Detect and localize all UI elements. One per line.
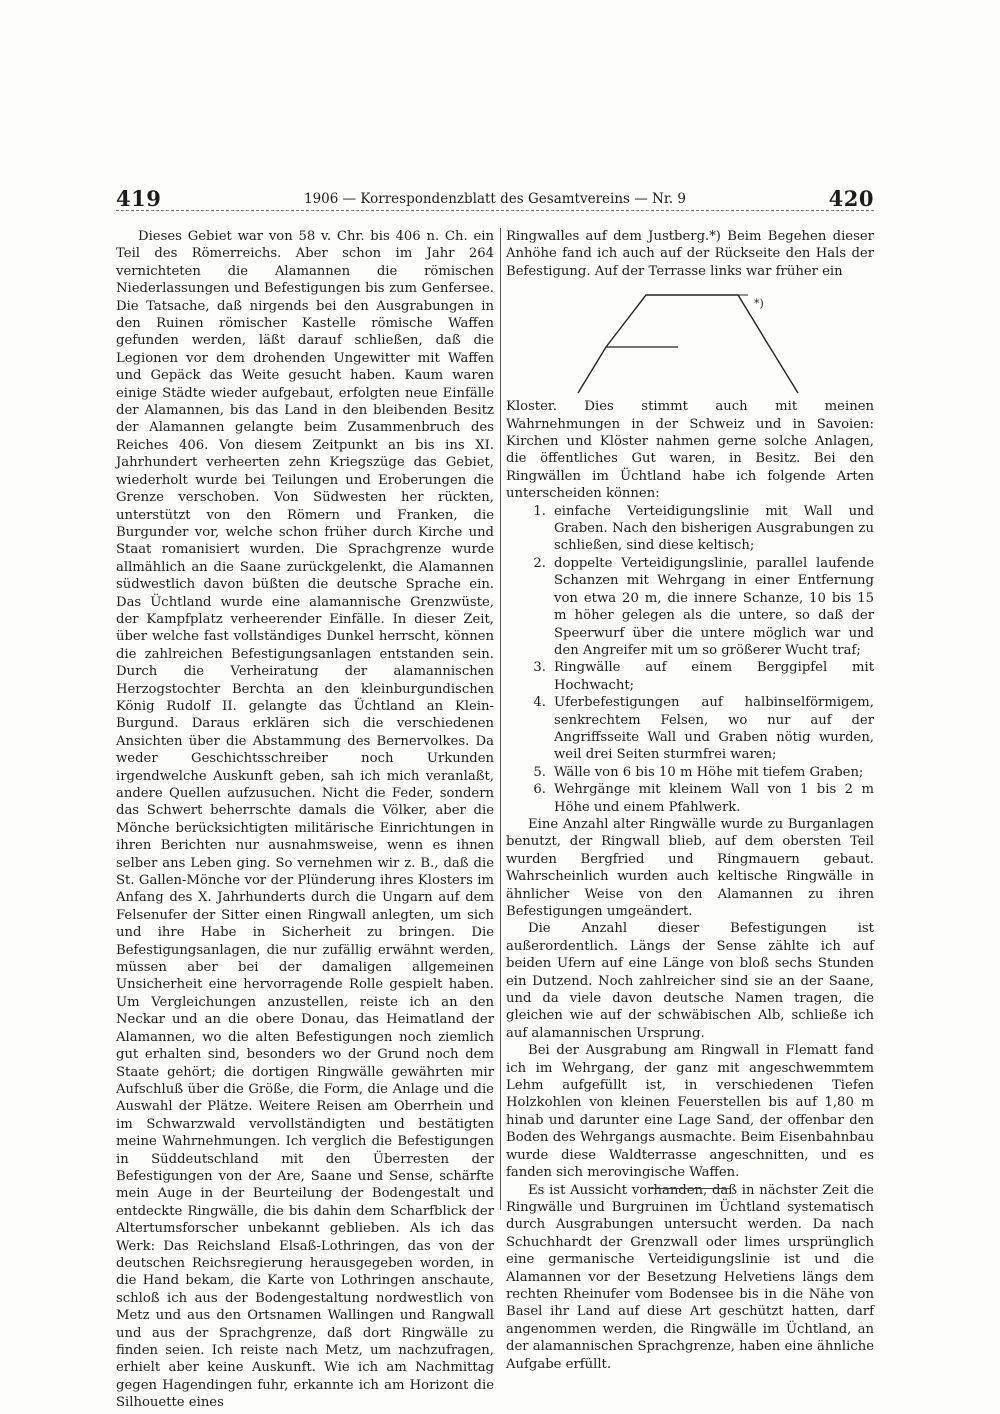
list-item: 2. doppelte Verteidigungslinie, parallel laufende Schanzen mit Wehrgang in einer Entfernung von etwa 20 m, die innere Schanze, 10 bis 15 m höher gelegen als die untere, so daß der Speerwurf über die untere möglich war und den Angreifer mit um so größerer Wucht traf; [533, 555, 874, 658]
right-paragraph: Eine Anzahl alter Ringwälle wurde zu Burganlagen benutzt, der Ringwall blieb, auf dem obersten Teil wurden Bergfried und Ringmauern gebaut. Wahrscheinlich wurden auch keltische Ringwälle in ähnlicher Weise von den Alamannen zu ihren Befestigungen umgeändert. [506, 816, 874, 919]
left-column [116, 228, 494, 1412]
list-item: 4. Uferbefestigungen auf halbinselförmigem, senkrechtem Felsen, wo nur auf der Angriffsseite Wall und Graben nötig wurden, weil drei Seiten sturmfrei waren; [533, 695, 874, 763]
column-divider [500, 228, 501, 1210]
right-paragraph-intro: Ringwalles auf dem Justberg.*) Beim Begehen dieser Anhöhe fand ich auch auf der Rückseite den Hals der Befestigung. Auf der Terrasse links war früher ein [506, 229, 874, 279]
right-column [506, 228, 874, 1373]
right-paragraph-continued: Kloster. Dies stimmt auch mit meinen Wahrnehmungen in der Schweiz und in Savoien: Kirchen und Klöster nahmen gerne solche Anlagen, die öffentliches Gut waren, in Besitz. Bei den Ringwällen im Üchtland habe ich folgende Arten unterscheiden können: [506, 399, 874, 502]
right-paragraph: Es ist Aussicht vorhanden, daß in nächster Zeit die Ringwälle und Burgruinen im Üchtland systematisch durch Ausgrabungen untersucht werden. Da nach Schuchhardt der Grenzwall oder limes ursprünglich eine germanische Verteidigungslinie ist und die Alamannen vor der Besetzung Helvetiens längs dem rechten Rheinufer vom Bodensee bis in die Nähe von Basel ihr Land auf diese Art geschützt hatten, darf angenommen werden, die Ringwälle im Üchtland, an der alamannischen Sprachgrenze, haben eine ähnliche Aufgabe erfüllt. [506, 1182, 874, 1372]
rampart-cross-section-figure [506, 283, 874, 397]
right-paragraph: Bei der Ausgrabung am Ringwall in Flematt fand ich im Wehrgang, der ganz mit angeschwemmtem Lehm aufgefüllt ist, in verschiedenen Tiefen Holzkohlen von kleinen Feuerstellen bis auf 1,80 m hinab und darunter eine Lage Sand, der offenbar den Boden des Wehrgangs ausmachte. Beim Eisenbahnbau wurde diese Waldterrasse angeschnitten, und es fanden sich merovingische Waffen. [506, 1043, 874, 1181]
list-item: 1. einfache Verteidigungslinie mit Wall und Graben. Nach den bisherigen Ausgrabungen zu schließen, sind diese keltisch; [533, 503, 874, 554]
page-number-right: 420 [828, 186, 874, 211]
rampart-profile-drawing [566, 283, 826, 395]
list-item: 5. Wälle von 6 bis 10 m Höhe mit tiefem Graben; [533, 764, 864, 780]
page-number-left: 419 [116, 186, 162, 211]
figure-footnote-mark: *) [754, 297, 764, 311]
list-item: 6. Wehrgänge mit kleinem Wall von 1 bis 2 m Höhe und einem Pfahlwerk. [533, 782, 874, 815]
right-paragraph: Die Anzahl dieser Befestigungen ist außerordentlich. Längs der Sense zählte ich auf beiden Ufern auf eine Länge von bloß sechs Stunden ein Dutzend. Noch zahlreicher sind sie an der Saane, und da viele davon deutsche Namen tragen, die gleichen wie auf der schwäbischen Alb, schließe ich auf alamannischen Ursprung. [506, 921, 874, 1041]
list-item: 3. Ringwälle auf einem Berggipfel mit Hochwacht; [533, 660, 874, 693]
header-rule [116, 210, 874, 211]
left-paragraph: Dieses Gebiet war von 58 v. Chr. bis 406 n. Ch. ein Teil des Römerreichs. Aber schon im Jahr 264 vernichteten die Alamannen die römischen Niederlassungen und Befestigungen bis zum Genfersee. Die Tatsache, daß nirgends bei den Ausgrabungen in den Ruinen römischer Kastelle römische Waffen gefunden werden, läßt darauf schließen, daß die Legionen vor dem drohenden Ungewitter mit Waffen und Gepäck das Weite gesucht haben. Kaum waren einige Städte wieder aufgebaut, erfolgten neue Einfälle der Alamannen, bis das Land in den bleibenden Besitz der Alamannen gelangte beim Zusammenbruch des Reiches 406. Von diesem Zeitpunkt an bis ins XI. Jahrhundert verheerten zehn Kriegszüge das Gebiet, wiederholt wurde bei Teilungen und Eroberungen die Grenze verschoben. Von Südwesten her rückten, unterstützt von den Römern und Franken, die Burgunder vor, welche schon früher durch Kirche und Staat romanisiert wurden. Die Sprachgrenze wurde allmählich an die Saane zurückgelenkt, die Alamannen südwestlich davon büßten die deutsche Sprache ein. Das Üchtland wurde eine alamannische Grenzwüste, der Kampfplatz verheerender Einfälle. In dieser Zeit, über welche fast vollständiges Dunkel herrscht, können die zahlreichen Befestigungsanlagen entstanden sein. Durch die Verheiratung der alamannischen Herzogstochter Berchta an den kleinburgundischen König Rudolf II. gelangte das Üchtland an Klein-Burgund. Daraus erklären sich die verschiedenen Ansichten über die Abstammung des Bernervolkes. Da weder Geschichtsschreiber noch Urkunden irgendwelche Auskunft geben, sah ich mich veranlaßt, andere Quellen aufzusuchen. Nicht die Feder, sondern das Schwert beherrschte damals die Völker, aber die Mönche berücksichtigten militärische Einrichtungen in ihren Berichten nur ausnahmsweise, wenn es ihnen selber ans Leben ging. So vernehmen wir z. B., daß die St. Gallen-Mönche vor der Plünderung ihres Klosters im Anfang des X. Jahrhunderts durch die Ungarn auf dem Felsenufer der Sitter einen Ringwall anlegten, um sich und ihre Habe in Sicherheit zu bringen. Die Befestigungsanlagen, die nur zufällig erwähnt werden, müssen aber bei der damaligen allgemeinen Unsicherheit eine hervorragende Rolle gespielt haben. Um Vergleichungen anzustellen, reiste ich an den Neckar und an die obere Donau, das Heimatland der Alamannen, wo die alten Befestigungen noch ziemlich gut erhalten sind, besonders wo der Grund noch dem Staate gehört; die dortigen Ringwälle gewährten mir Aufschluß über die Größe, die Form, die Anlage und die Auswahl der Plätze. Weitere Reisen am Oberrhein und im Schwarzwald vervollständigten und bestätigten meine Wahrnehmungen. Ich verglich die Befestigungen in Süddeutschland mit den Überresten der Befestigungen von der Are, Saane und Sense, schärfte mein Auge in der Beurteilung der Bodengestalt und entdeckte Ringwälle, die bis dahin dem Scharfblick der Altertumsforscher unbekannt geblieben. Als ich das Werk: Das Reichsland Elsaß-Lothringen, das von der deutschen Reichsregierung herausgegeben worden, in die Hand bekam, die Karte von Lothringen anschaute, schloß ich aus der Bodengestaltung nordwestlich von Metz und aus den Ortsnamen Wallingen und Rangwall und aus der Sprachgrenze, daß dort Ringwälle zu finden seien. Ich reiste nach Metz, um nachzufragen, erhielt aber keine Auskunft. Wie ich am Nachmittag gegen Hagendingen fuhr, erkannte ich am Horizont die Silhouette eines [116, 229, 494, 1411]
running-title: 1906 — Korrespondenzblatt des Gesamtvereins — Nr. 9 [303, 191, 687, 207]
rampart-types-list [506, 503, 874, 816]
end-rule [650, 1188, 730, 1189]
